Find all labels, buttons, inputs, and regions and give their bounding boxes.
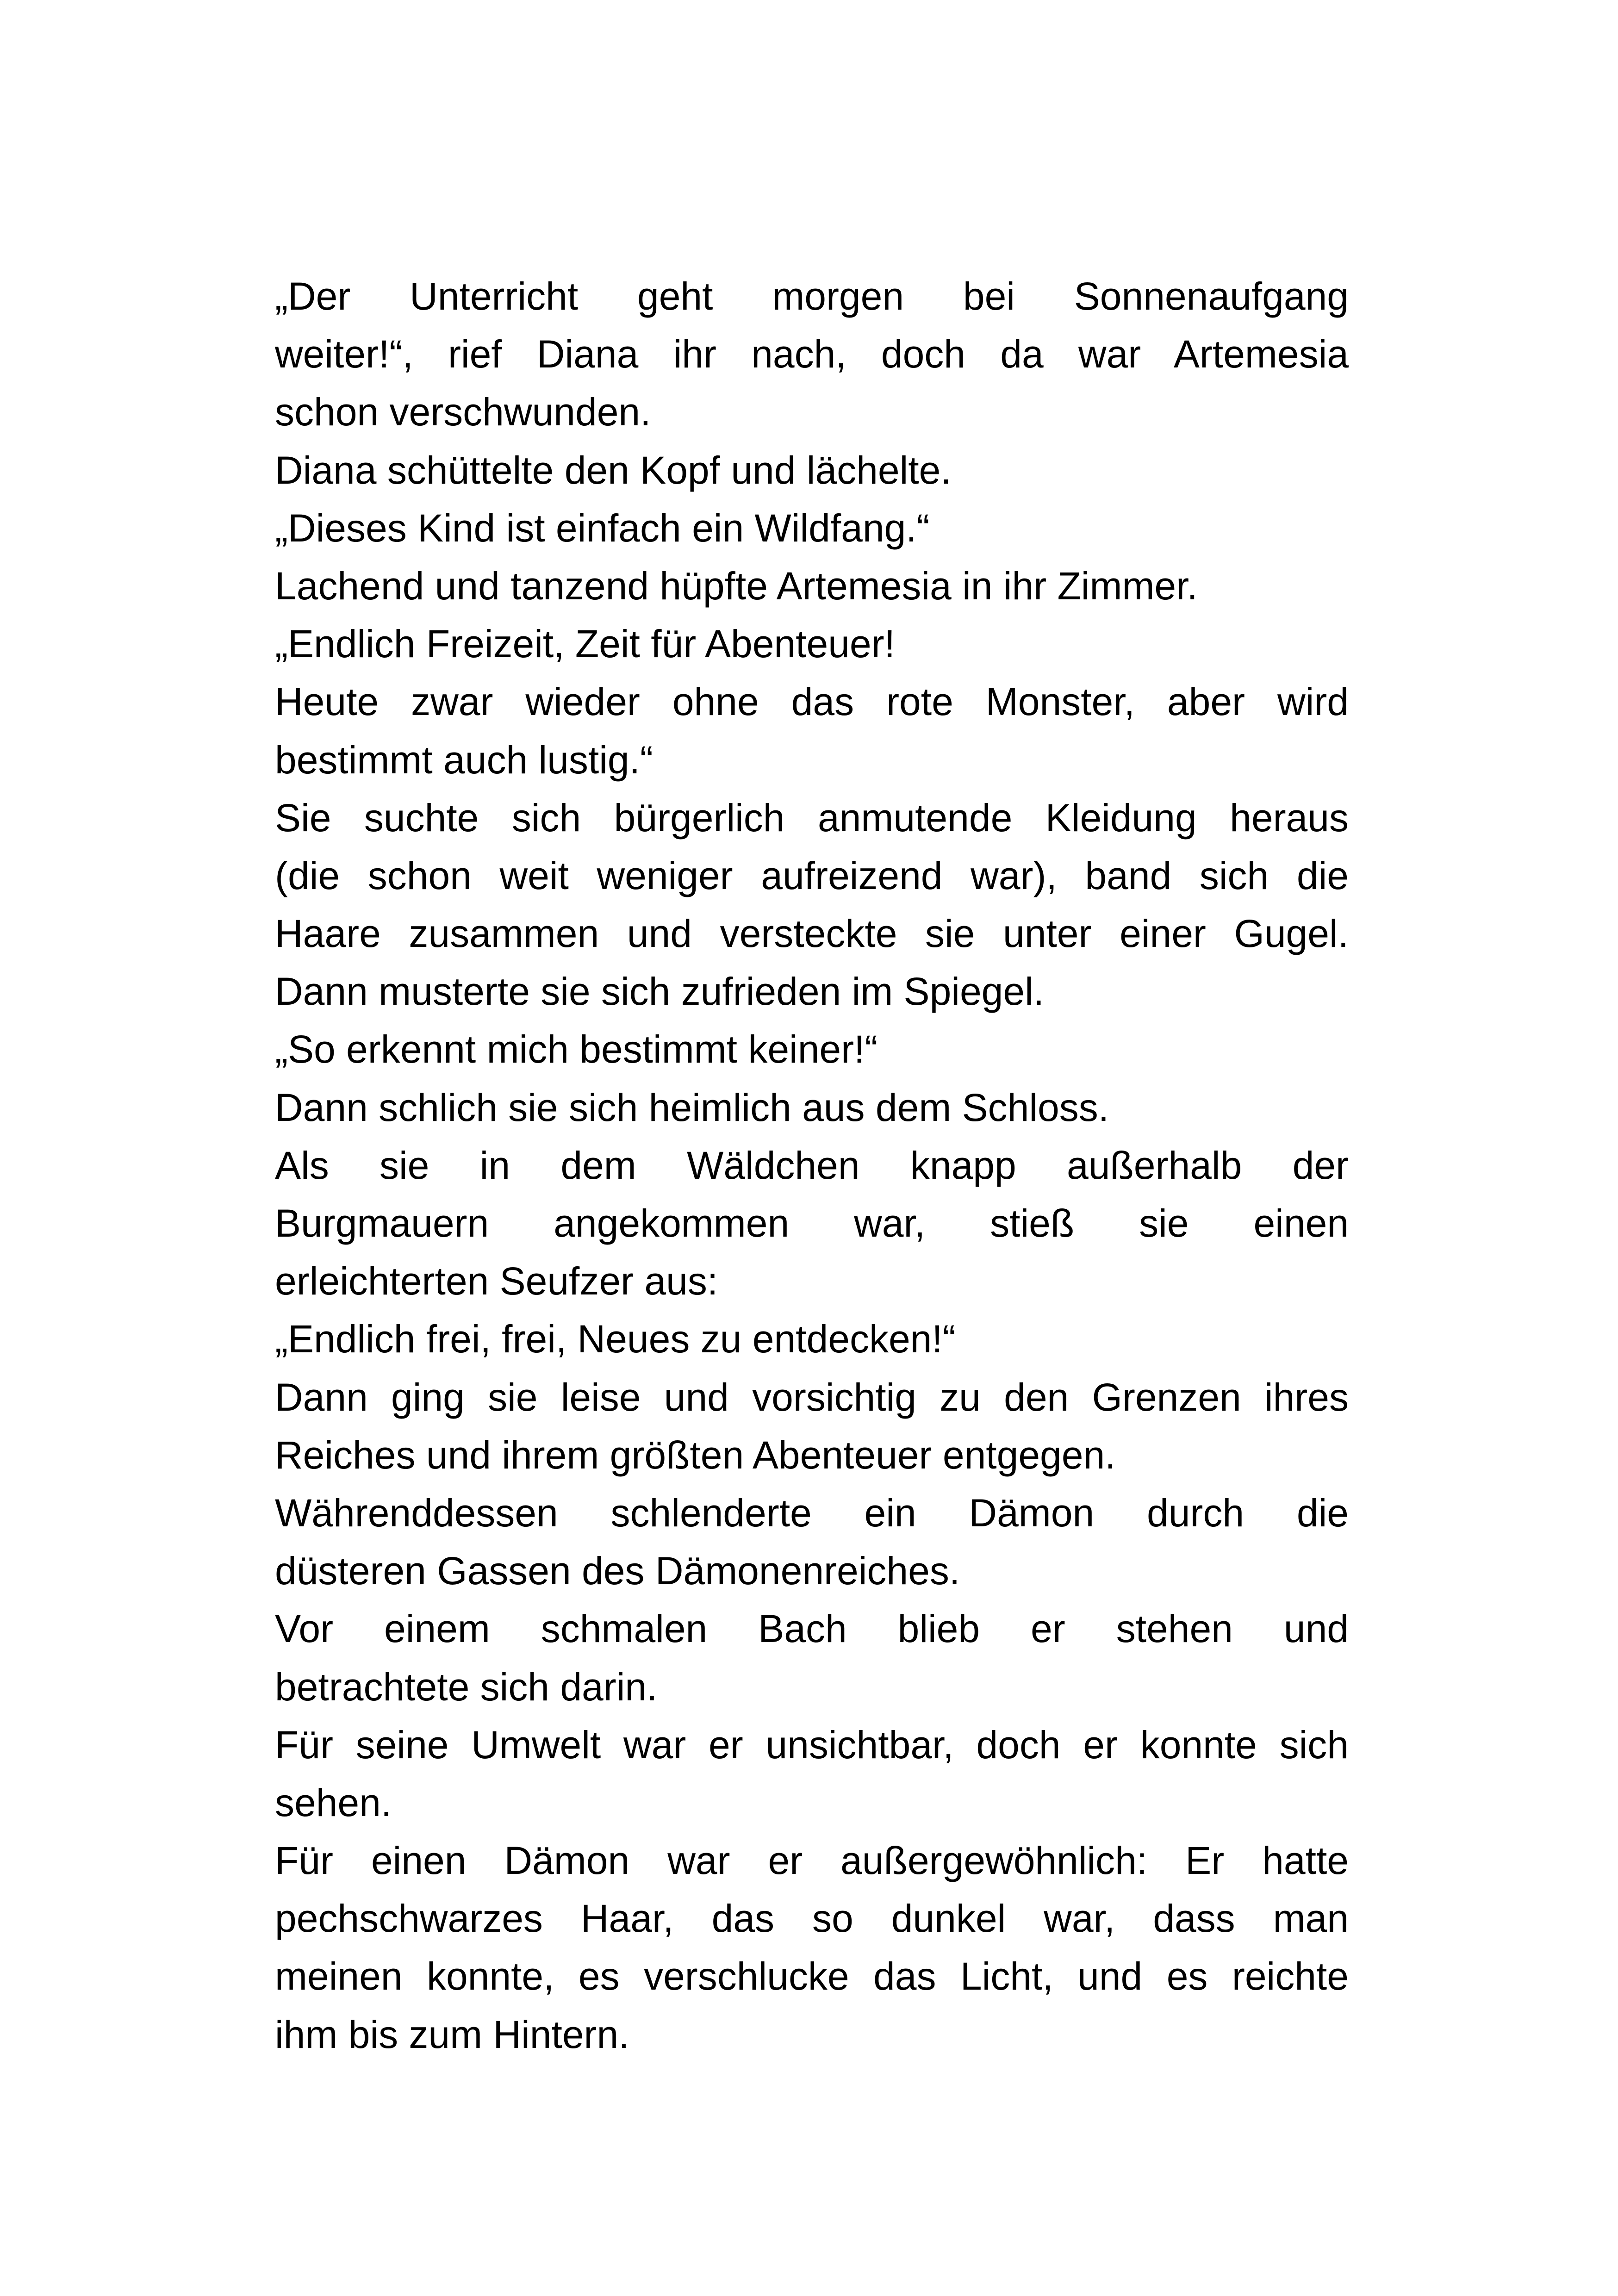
text-line: Für seine Umwelt war er unsichtbar, doch er konnte sich bbox=[275, 1723, 1349, 1767]
text-line: Heute zwar wieder ohne das rote Monster, aber wird bbox=[275, 680, 1349, 724]
text-line: Für einen Dämon war er außergewöhnlich: Er hatte bbox=[275, 1839, 1349, 1883]
text-line: Burgmauern angekommen war, stieß sie einen bbox=[275, 1201, 1349, 1245]
text-line: bestimmt auch lustig.“ bbox=[275, 738, 653, 782]
text-line: „Endlich frei, frei, Neues zu entdecken!“ bbox=[275, 1317, 956, 1361]
text-line: Dann musterte sie sich zufrieden im Spiegel. bbox=[275, 970, 1045, 1014]
text-line: Dann schlich sie sich heimlich aus dem Schloss. bbox=[275, 1085, 1109, 1129]
text-line: schon verschwunden. bbox=[275, 390, 651, 434]
text-line: (die schon weit weniger aufreizend war), band sich die bbox=[275, 853, 1349, 897]
text-line: sehen. bbox=[275, 1780, 392, 1824]
text-line: Sie suchte sich bürgerlich anmutende Kleidung heraus bbox=[275, 796, 1349, 840]
text-line: weiter!“, rief Diana ihr nach, doch da war Artemesia bbox=[275, 332, 1349, 376]
text-line: „Dieses Kind ist einfach ein Wildfang.“ bbox=[275, 506, 930, 550]
text-line: Reiches und ihrem größten Abenteuer entgegen. bbox=[275, 1433, 1116, 1477]
text-line: erleichterten Seufzer aus: bbox=[275, 1259, 718, 1303]
text-line: Diana schüttelte den Kopf und lächelte. bbox=[275, 448, 952, 492]
story-text-block bbox=[275, 268, 1349, 2064]
text-line: Dann ging sie leise und vorsichtig zu den Grenzen ihres bbox=[275, 1375, 1349, 1419]
text-line: ihm bis zum Hintern. bbox=[275, 2012, 629, 2056]
text-line: meinen konnte, es verschlucke das Licht, und es reichte bbox=[275, 1954, 1349, 1998]
text-line: „Endlich Freizeit, Zeit für Abenteuer! bbox=[275, 622, 895, 666]
text-line: „So erkennt mich bestimmt keiner!“ bbox=[275, 1027, 878, 1071]
text-line: Haare zusammen und versteckte sie unter einer Gugel. bbox=[275, 912, 1349, 956]
text-line: „Der Unterricht geht morgen bei Sonnenaufgang bbox=[275, 274, 1349, 318]
text-line: Vor einem schmalen Bach blieb er stehen und bbox=[275, 1607, 1349, 1651]
text-line: Als sie in dem Wäldchen knapp außerhalb der bbox=[275, 1143, 1349, 1187]
text-line: pechschwarzes Haar, das so dunkel war, dass man bbox=[275, 1897, 1349, 1941]
text-line: düsteren Gassen des Dämonenreiches. bbox=[275, 1549, 960, 1593]
text-line: betrachtete sich darin. bbox=[275, 1665, 658, 1709]
text-line: Lachend und tanzend hüpfte Artemesia in ihr Zimmer. bbox=[275, 564, 1198, 608]
text-line: Währenddessen schlenderte ein Dämon durch die bbox=[275, 1491, 1349, 1535]
